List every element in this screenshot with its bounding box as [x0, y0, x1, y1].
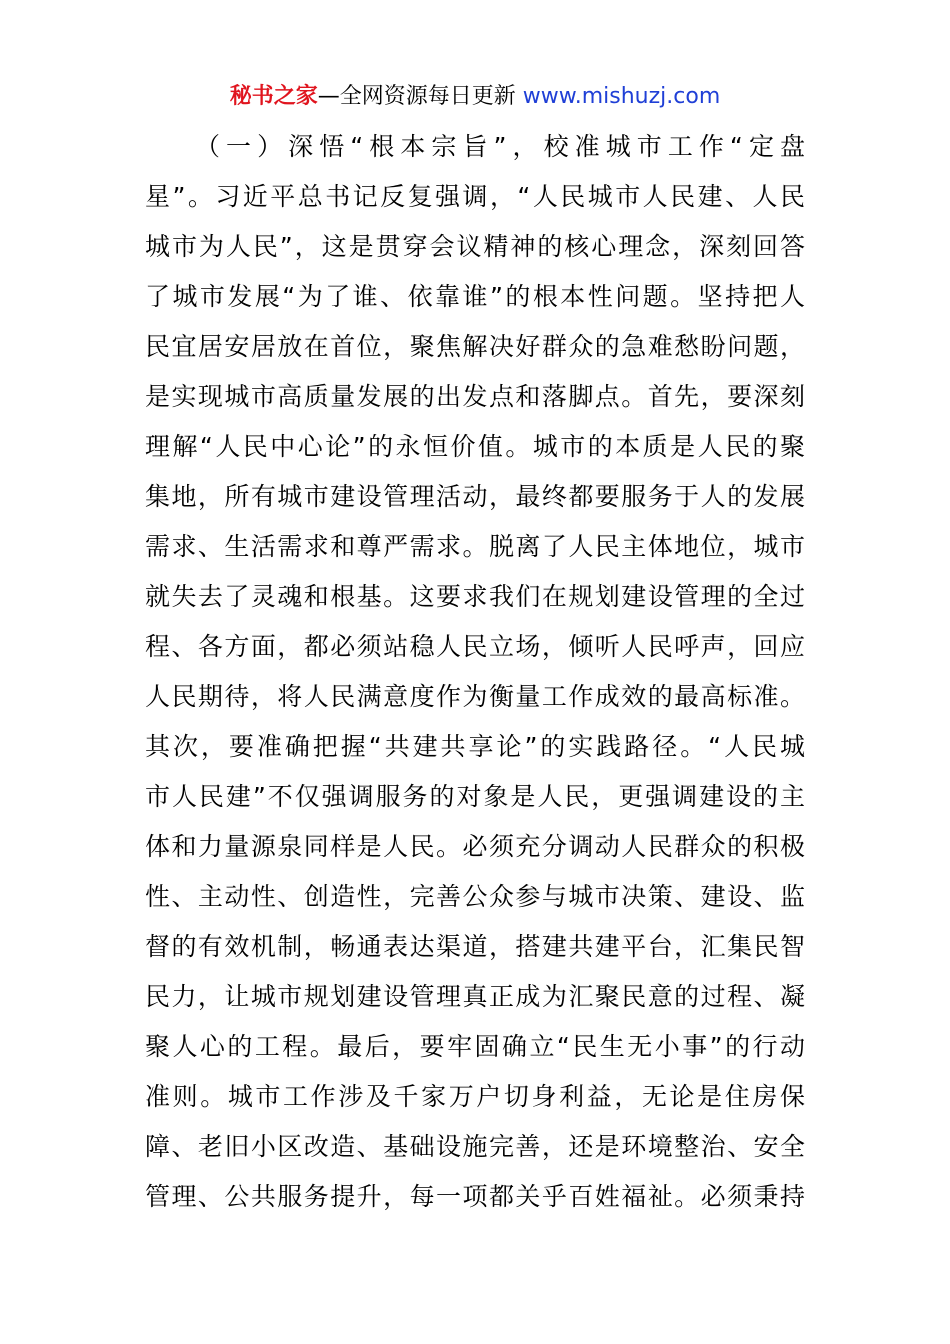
- text-line: 市人民建”不仅强调服务的对象是人民，更强调建设的主: [145, 782, 805, 811]
- text-line: 需求、生活需求和尊严需求。脱离了人民主体地位，城市: [145, 532, 805, 561]
- text-line: 城市为人民”，这是贯穿会议精神的核心理念，深刻回答: [145, 232, 805, 261]
- text-line: （一）深悟“根本宗旨”，校准城市工作“定盘: [195, 132, 805, 161]
- text-line: 其次，要准确把握“共建共享论”的实践路径。“人民城: [145, 732, 805, 761]
- text-line: 性、主动性、创造性，完善公众参与城市决策、建设、监: [145, 882, 805, 911]
- text-line: 集地，所有城市建设管理活动，最终都要服务于人的发展: [145, 482, 805, 511]
- text-line: 管理、公共服务提升，每一项都关乎百姓福祉。必须秉持: [145, 1182, 805, 1211]
- text-line: 就失去了灵魂和根基。这要求我们在规划建设管理的全过: [145, 582, 805, 611]
- header-tagline: —全网资源每日更新: [317, 84, 523, 109]
- text-line: 人民期待，将人民满意度作为衡量工作成效的最高标准。: [145, 682, 805, 711]
- text-line: 聚人心的工程。最后，要牢固确立“民生无小事”的行动: [145, 1032, 805, 1061]
- text-line: 星”。习近平总书记反复强调，“人民城市人民建、人民: [145, 182, 805, 211]
- text-line: 体和力量源泉同样是人民。必须充分调动人民群众的积极: [145, 832, 805, 861]
- website-link[interactable]: www.mishuzj.com: [522, 84, 721, 109]
- text-line: 是实现城市高质量发展的出发点和落脚点。首先，要深刻: [145, 382, 805, 411]
- text-line: 督的有效机制，畅通表达渠道，搭建共建平台，汇集民智: [145, 932, 805, 961]
- brand-name: 秘书之家: [229, 84, 318, 109]
- text-line: 理解“人民中心论”的永恒价值。城市的本质是人民的聚: [145, 432, 805, 461]
- page-header: [0, 80, 950, 114]
- document-body: [145, 122, 805, 1222]
- text-line: 了城市发展“为了谁、依靠谁”的根本性问题。坚持把人: [145, 282, 805, 311]
- text-line: 准则。城市工作涉及千家万户切身利益，无论是住房保: [145, 1082, 805, 1111]
- text-line: 民宜居安居放在首位，聚焦解决好群众的急难愁盼问题，: [145, 332, 805, 361]
- text-line: 程、各方面，都必须站稳人民立场，倾听人民呼声，回应: [145, 632, 805, 661]
- text-line: 障、老旧小区改造、基础设施完善，还是环境整治、安全: [145, 1132, 805, 1161]
- text-line: 民力，让城市规划建设管理真正成为汇聚民意的过程、凝: [145, 982, 805, 1011]
